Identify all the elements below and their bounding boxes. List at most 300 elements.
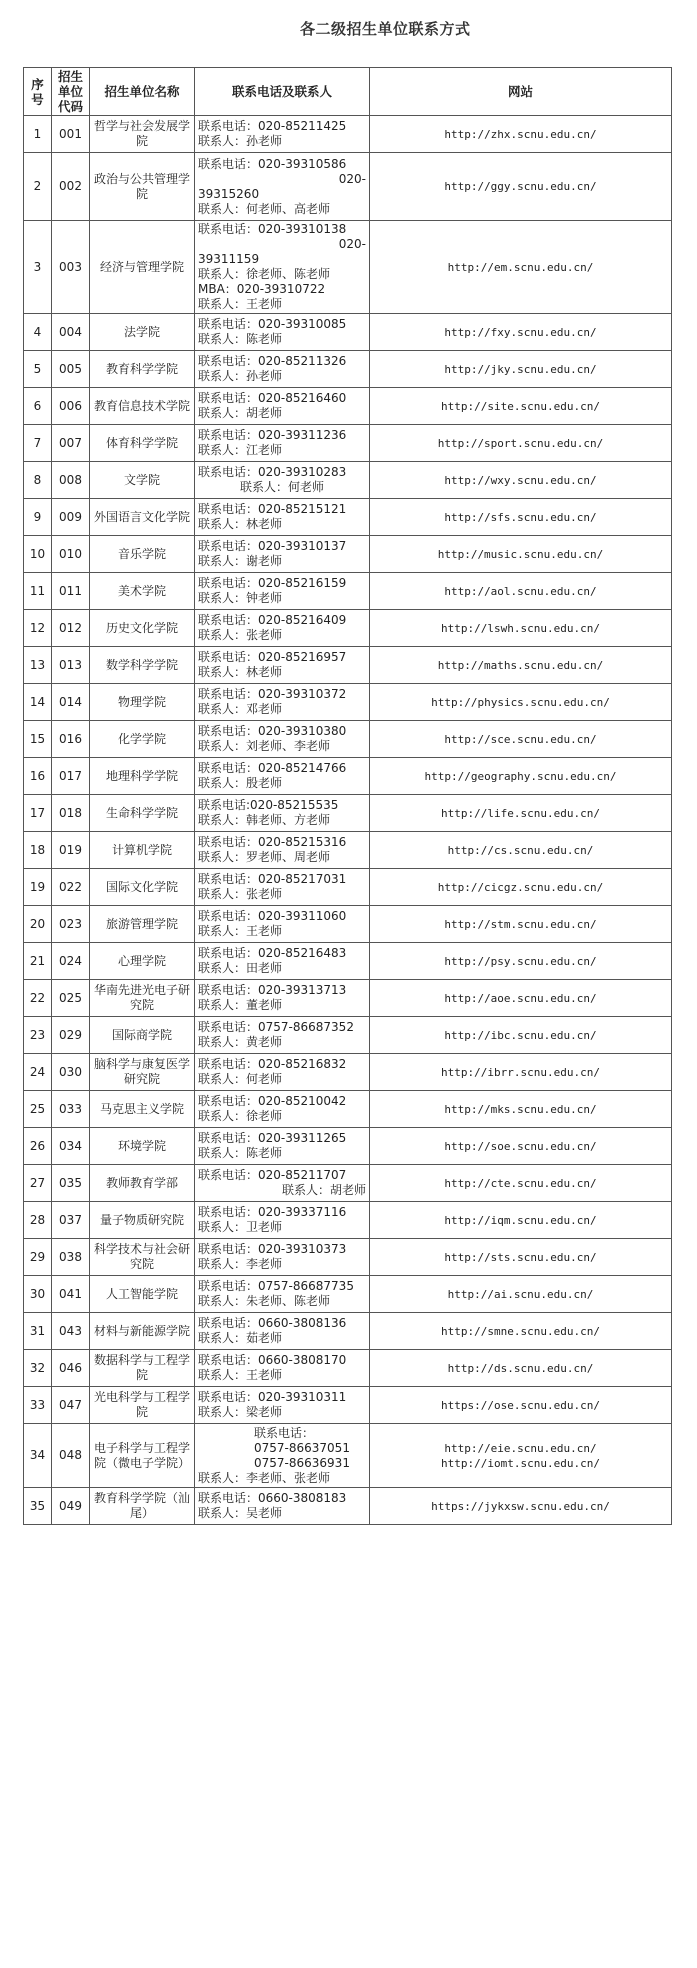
- contact-line: 联系人：田老师: [198, 961, 283, 975]
- cell-seq: 34: [24, 1424, 52, 1488]
- contact-line: 联系电话：020-85214766: [198, 761, 347, 775]
- cell-contact: [195, 795, 370, 832]
- cell-code: 010: [52, 536, 90, 573]
- header-code-line: 单位: [57, 84, 83, 99]
- website-link[interactable]: http://aol.scnu.edu.cn/: [444, 584, 597, 598]
- contact-line: 联系人：黄老师: [198, 1035, 283, 1049]
- cell-seq: 27: [24, 1165, 52, 1202]
- table-row: [24, 684, 672, 721]
- cell-contact: [195, 1017, 370, 1054]
- contact-line: 联系电话：020-39313713: [198, 983, 347, 997]
- website-link[interactable]: http://geography.scnu.edu.cn/: [424, 769, 617, 783]
- cell-code: 048: [52, 1424, 90, 1488]
- website-link[interactable]: http://stm.scnu.edu.cn/: [444, 917, 597, 931]
- cell-contact: [195, 314, 370, 351]
- table-row: [24, 1054, 672, 1091]
- cell-unit-name: 教育科学学院: [90, 351, 195, 388]
- cell-seq: 17: [24, 795, 52, 832]
- contact-line: 联系电话：020-39310380: [198, 724, 347, 738]
- cell-seq: 3: [24, 221, 52, 314]
- cell-contact: [195, 153, 370, 221]
- cell-code: 035: [52, 1165, 90, 1202]
- contact-line: 联系电话：020-85215316: [198, 835, 347, 849]
- contact-line: 联系人：胡老师: [281, 1183, 366, 1197]
- cell-contact: [195, 832, 370, 869]
- website-link[interactable]: http://cte.scnu.edu.cn/: [444, 1176, 597, 1190]
- contact-line: 联系人：韩老师、方老师: [198, 813, 331, 827]
- contact-line: 联系电话：020-85216159: [198, 576, 347, 590]
- cell-code: 046: [52, 1350, 90, 1387]
- contact-line: 联系人：梁老师: [198, 1405, 283, 1419]
- table-row: [24, 351, 672, 388]
- table-row: [24, 647, 672, 684]
- website-link[interactable]: http://aoe.scnu.edu.cn/: [444, 991, 597, 1005]
- cell-contact: [195, 573, 370, 610]
- header-code: [52, 68, 90, 116]
- cell-website: [370, 116, 672, 153]
- cell-contact: [195, 1350, 370, 1387]
- cell-code: 043: [52, 1313, 90, 1350]
- cell-code: 006: [52, 388, 90, 425]
- cell-unit-name: 生命科学学院: [90, 795, 195, 832]
- cell-unit-name: 音乐学院: [90, 536, 195, 573]
- contact-line: 联系电话：020-39310586: [198, 156, 347, 171]
- cell-website: [370, 610, 672, 647]
- contact-line: 联系电话：0757-86687352: [198, 1020, 354, 1034]
- table-row: [24, 425, 672, 462]
- cell-contact: [195, 1091, 370, 1128]
- website-link[interactable]: http://maths.scnu.edu.cn/: [437, 658, 604, 672]
- cell-contact: [195, 943, 370, 980]
- contact-line: 联系电话：020-39310373: [198, 1242, 347, 1256]
- table-row: [24, 221, 672, 314]
- website-link[interactable]: http://fxy.scnu.edu.cn/: [444, 325, 597, 339]
- cell-seq: 7: [24, 425, 52, 462]
- cell-website: [370, 832, 672, 869]
- website-link[interactable]: http://em.scnu.edu.cn/: [447, 260, 594, 274]
- cell-seq: 33: [24, 1387, 52, 1424]
- cell-unit-name: 教育科学学院（汕尾）: [90, 1488, 195, 1525]
- cell-code: 017: [52, 758, 90, 795]
- cell-seq: 19: [24, 869, 52, 906]
- contact-line: 联系人：陈老师: [198, 1146, 283, 1160]
- website-link[interactable]: http://sce.scnu.edu.cn/: [444, 732, 597, 746]
- table-row: [24, 116, 672, 153]
- cell-code: 018: [52, 795, 90, 832]
- cell-code: 041: [52, 1276, 90, 1313]
- cell-website: [370, 1202, 672, 1239]
- cell-unit-name: 人工智能学院: [90, 1276, 195, 1313]
- cell-contact: [195, 647, 370, 684]
- contact-line: 联系人：刘老师、李老师: [198, 739, 331, 753]
- website-link[interactable]: https://ose.scnu.edu.cn/: [441, 1398, 600, 1412]
- cell-contact: [195, 425, 370, 462]
- cell-website: [370, 153, 672, 221]
- cell-contact: [195, 1165, 370, 1202]
- cell-seq: 23: [24, 1017, 52, 1054]
- contact-line: 联系电话：: [254, 1425, 315, 1440]
- cell-unit-name: 体育科学学院: [90, 425, 195, 462]
- cell-website: [370, 221, 672, 314]
- cell-seq: 28: [24, 1202, 52, 1239]
- contact-line: 联系人：江老师: [198, 443, 283, 457]
- table-row: [24, 758, 672, 795]
- cell-code: 012: [52, 610, 90, 647]
- cell-website: [370, 1313, 672, 1350]
- cell-code: 007: [52, 425, 90, 462]
- cell-contact: [195, 1488, 370, 1525]
- table-row: [24, 906, 672, 943]
- contact-line: 39311159: [198, 252, 260, 266]
- cell-unit-name: 量子物质研究院: [90, 1202, 195, 1239]
- cell-code: 034: [52, 1128, 90, 1165]
- table-row: [24, 1313, 672, 1350]
- table-row: [24, 1202, 672, 1239]
- website-link[interactable]: https://jykxsw.scnu.edu.cn/: [431, 1499, 610, 1513]
- cell-contact: [195, 1054, 370, 1091]
- cell-website: [370, 721, 672, 758]
- contact-line: 联系电话：020-85215121: [198, 502, 347, 516]
- cell-website: [370, 314, 672, 351]
- cell-seq: 13: [24, 647, 52, 684]
- cell-unit-name: 马克思主义学院: [90, 1091, 195, 1128]
- cell-seq: 11: [24, 573, 52, 610]
- cell-contact: [195, 980, 370, 1017]
- contact-line: 联系人：李老师: [198, 1257, 283, 1271]
- cell-seq: 6: [24, 388, 52, 425]
- cell-website: [370, 647, 672, 684]
- contact-line: 联系电话：020-39311265: [198, 1131, 347, 1145]
- cell-seq: 35: [24, 1488, 52, 1525]
- cell-seq: 12: [24, 610, 52, 647]
- cell-website: [370, 1239, 672, 1276]
- cell-code: 033: [52, 1091, 90, 1128]
- cell-code: 037: [52, 1202, 90, 1239]
- website-link[interactable]: http://sfs.scnu.edu.cn/: [444, 510, 597, 524]
- contact-line: 联系人：董老师: [198, 998, 283, 1012]
- contact-line: 联系人：卫老师: [198, 1220, 283, 1234]
- website-link[interactable]: http://ibrr.scnu.edu.cn/: [441, 1065, 600, 1079]
- cell-code: 014: [52, 684, 90, 721]
- cell-code: 023: [52, 906, 90, 943]
- table-row: [24, 1091, 672, 1128]
- table-row: [24, 795, 672, 832]
- contact-line: 联系电话：020-85216460: [198, 391, 347, 405]
- cell-unit-name: 外国语言文化学院: [90, 499, 195, 536]
- cell-website: [370, 1488, 672, 1525]
- cell-unit-name: 材料与新能源学院: [90, 1313, 195, 1350]
- table-row: [24, 832, 672, 869]
- cell-seq: 21: [24, 943, 52, 980]
- cell-unit-name: 教育信息技术学院: [90, 388, 195, 425]
- contact-line: 联系电话：020-85216832: [198, 1057, 347, 1071]
- contact-line: 联系电话：020-39337116: [198, 1205, 347, 1219]
- contact-line: 020-: [338, 171, 366, 186]
- contact-line: 联系电话：020-39310138: [198, 222, 347, 236]
- header-website: 网站: [370, 68, 672, 116]
- cell-website: [370, 351, 672, 388]
- website-link[interactable]: http://ggy.scnu.edu.cn/: [444, 180, 597, 193]
- cell-seq: 31: [24, 1313, 52, 1350]
- cell-unit-name: 国际文化学院: [90, 869, 195, 906]
- cell-website: [370, 1276, 672, 1313]
- contact-line: 联系电话：020-39310137: [198, 539, 347, 553]
- cell-unit-name: 数学科学学院: [90, 647, 195, 684]
- contact-line: 联系人：罗老师、周老师: [198, 850, 331, 864]
- contact-line: 联系人：王老师: [198, 924, 283, 938]
- contact-line: 联系电话：020-85211425: [198, 119, 347, 133]
- cell-contact: [195, 869, 370, 906]
- website-link[interactable]: http://sport.scnu.edu.cn/: [437, 436, 604, 450]
- cell-seq: 15: [24, 721, 52, 758]
- cell-seq: 20: [24, 906, 52, 943]
- cell-code: 009: [52, 499, 90, 536]
- website-link[interactable]: http://iqm.scnu.edu.cn/: [444, 1213, 597, 1227]
- table-row: [24, 314, 672, 351]
- table-row: [24, 1387, 672, 1424]
- website-link[interactable]: http://psy.scnu.edu.cn/: [444, 954, 597, 968]
- header-seq-line: 号: [31, 91, 44, 107]
- cell-unit-name: 心理学院: [90, 943, 195, 980]
- header-seq-line: 序: [31, 76, 44, 92]
- cell-code: 003: [52, 221, 90, 314]
- contact-line: 020-: [338, 237, 366, 251]
- contact-line: 联系电话：0757-86687735: [198, 1279, 354, 1293]
- cell-code: 008: [52, 462, 90, 499]
- cell-contact: [195, 1313, 370, 1350]
- contact-line: 联系电话：020-39310085: [198, 317, 347, 331]
- cell-unit-name: 物理学院: [90, 684, 195, 721]
- cell-code: 025: [52, 980, 90, 1017]
- cell-unit-name: 脑科学与康复医学研究院: [90, 1054, 195, 1091]
- contact-line: 联系电话：020-39310311: [198, 1390, 347, 1404]
- cell-code: 016: [52, 721, 90, 758]
- table-row: [24, 388, 672, 425]
- website-link[interactable]: http://wxy.scnu.edu.cn/: [444, 473, 597, 487]
- cell-unit-name: 旅游管理学院: [90, 906, 195, 943]
- website-link[interactable]: http://ds.scnu.edu.cn/: [447, 1361, 594, 1375]
- cell-contact: [195, 388, 370, 425]
- contact-line: 联系人：徐老师、陈老师: [198, 267, 331, 281]
- cell-contact: [195, 758, 370, 795]
- cell-code: 005: [52, 351, 90, 388]
- cell-unit-name: 化学学院: [90, 721, 195, 758]
- header-contact: 联系电话及联系人: [195, 68, 370, 116]
- table-row: [24, 1165, 672, 1202]
- cell-website: [370, 388, 672, 425]
- contact-line: 联系电话：020-85216409: [198, 613, 347, 627]
- website-link[interactable]: http://life.scnu.edu.cn/: [441, 806, 600, 820]
- website-link[interactable]: http://eie.scnu.edu.cn/: [444, 1441, 597, 1455]
- website-link[interactable]: http://ai.scnu.edu.cn/: [447, 1287, 594, 1301]
- website-link[interactable]: http://smne.scnu.edu.cn/: [441, 1324, 600, 1338]
- table-row: [24, 1488, 672, 1525]
- cell-contact: [195, 1239, 370, 1276]
- contact-line: 联系电话：020-85216483: [198, 946, 347, 960]
- contact-line: 0757-86637051: [254, 1440, 350, 1455]
- cell-code: 004: [52, 314, 90, 351]
- table-row: [24, 610, 672, 647]
- contact-line: 联系人：王老师: [198, 297, 283, 311]
- cell-unit-name: 数据科学与工程学院: [90, 1350, 195, 1387]
- cell-website: [370, 573, 672, 610]
- contact-line: 联系电话：020-85210042: [198, 1094, 347, 1108]
- cell-unit-name: 计算机学院: [90, 832, 195, 869]
- website-link[interactable]: http://jky.scnu.edu.cn/: [444, 362, 597, 376]
- website-link[interactable]: http://cicgz.scnu.edu.cn/: [437, 880, 604, 894]
- website-link[interactable]: http://physics.scnu.edu.cn/: [431, 695, 610, 709]
- cell-website: [370, 943, 672, 980]
- header-code-line: 招生: [57, 69, 83, 84]
- website-link[interactable]: http://iomt.scnu.edu.cn/: [441, 1456, 600, 1470]
- contact-line: 联系人：何老师: [198, 1072, 283, 1086]
- contact-line: 联系人：孙老师: [198, 369, 283, 383]
- table-row: [24, 1276, 672, 1313]
- cell-unit-name: 美术学院: [90, 573, 195, 610]
- contact-line: 联系人：吴老师: [198, 1506, 283, 1520]
- contact-line: 联系人：陈老师: [198, 332, 283, 346]
- header-name: 招生单位名称: [90, 68, 195, 116]
- page-title: 各二级招生单位联系方式: [300, 20, 471, 38]
- contact-table: [23, 67, 672, 1525]
- cell-website: [370, 758, 672, 795]
- website-link[interactable]: http://sts.scnu.edu.cn/: [444, 1250, 597, 1264]
- cell-code: 047: [52, 1387, 90, 1424]
- table-row: [24, 536, 672, 573]
- cell-unit-name: 环境学院: [90, 1128, 195, 1165]
- table-row: [24, 943, 672, 980]
- cell-contact: [195, 499, 370, 536]
- contact-line: 联系电话：020-39310283: [198, 465, 347, 479]
- contact-line: 联系电话：020-39311236: [198, 428, 347, 442]
- cell-unit-name: 国际商学院: [90, 1017, 195, 1054]
- table-row: [24, 1239, 672, 1276]
- table-header-row: [24, 68, 672, 116]
- contact-line: 联系电话：020-85211326: [198, 354, 347, 368]
- cell-unit-name: 地理科学学院: [90, 758, 195, 795]
- cell-code: 019: [52, 832, 90, 869]
- cell-contact: [195, 116, 370, 153]
- cell-website: [370, 499, 672, 536]
- table-row: [24, 869, 672, 906]
- contact-line: 联系电话：020-85211707: [198, 1168, 347, 1182]
- cell-website: [370, 1424, 672, 1488]
- website-link[interactable]: http://soe.scnu.edu.cn/: [444, 1139, 597, 1153]
- cell-website: [370, 684, 672, 721]
- website-link[interactable]: http://mks.scnu.edu.cn/: [444, 1102, 597, 1116]
- website-link[interactable]: http://cs.scnu.edu.cn/: [447, 843, 594, 857]
- cell-seq: 32: [24, 1350, 52, 1387]
- cell-unit-name: 光电科学与工程学院: [90, 1387, 195, 1424]
- contact-line: 联系人：王老师: [198, 1368, 283, 1382]
- contact-line: 联系人：张老师: [198, 887, 283, 901]
- cell-unit-name: 法学院: [90, 314, 195, 351]
- cell-website: [370, 795, 672, 832]
- table-row: [24, 1424, 672, 1488]
- contact-line: 0757-86636931: [254, 1455, 350, 1470]
- cell-code: 038: [52, 1239, 90, 1276]
- contact-line: 联系人：朱老师、陈老师: [198, 1294, 331, 1308]
- contact-line: 联系人：茹老师: [198, 1331, 283, 1345]
- contact-line: 联系电话：0660-3808183: [198, 1491, 347, 1505]
- cell-seq: 22: [24, 980, 52, 1017]
- cell-contact: [195, 221, 370, 314]
- table-row: [24, 721, 672, 758]
- cell-website: [370, 906, 672, 943]
- table-row: [24, 1350, 672, 1387]
- contact-line: 联系电话：0660-3808170: [198, 1353, 347, 1367]
- cell-unit-name: 政治与公共管理学院: [90, 153, 195, 221]
- contact-line: 联系人：殷老师: [198, 776, 283, 790]
- cell-code: 030: [52, 1054, 90, 1091]
- cell-website: [370, 869, 672, 906]
- header-seq: [24, 68, 52, 116]
- contact-line: 联系人：林老师: [198, 665, 283, 679]
- cell-seq: 26: [24, 1128, 52, 1165]
- cell-seq: 10: [24, 536, 52, 573]
- cell-website: [370, 1091, 672, 1128]
- cell-contact: [195, 351, 370, 388]
- contact-line: 联系电话：020-39310372: [198, 687, 347, 701]
- contact-line: 联系人：何老师、高老师: [198, 201, 331, 216]
- cell-seq: 18: [24, 832, 52, 869]
- cell-seq: 25: [24, 1091, 52, 1128]
- cell-code: 002: [52, 153, 90, 221]
- cell-website: [370, 425, 672, 462]
- cell-seq: 14: [24, 684, 52, 721]
- cell-seq: 30: [24, 1276, 52, 1313]
- website-link[interactable]: http://site.scnu.edu.cn/: [441, 399, 600, 413]
- cell-code: 001: [52, 116, 90, 153]
- cell-contact: [195, 1276, 370, 1313]
- contact-line: 联系电话：020-39311060: [198, 909, 347, 923]
- table-row: [24, 980, 672, 1017]
- contact-line: 联系人：胡老师: [198, 406, 283, 420]
- cell-seq: 29: [24, 1239, 52, 1276]
- website-link[interactable]: http://music.scnu.edu.cn/: [437, 547, 604, 561]
- cell-unit-name: 电子科学与工程学院（微电子学院）: [90, 1424, 195, 1488]
- cell-code: 029: [52, 1017, 90, 1054]
- cell-code: 022: [52, 869, 90, 906]
- contact-line: 联系人：张老师: [198, 628, 283, 642]
- header-code-line: 代码: [57, 99, 83, 114]
- cell-unit-name: 科学技术与社会研究院: [90, 1239, 195, 1276]
- table-body: [24, 116, 672, 1525]
- website-link[interactable]: http://zhx.scnu.edu.cn/: [444, 127, 597, 141]
- contact-line: 联系人：何老师: [239, 480, 324, 494]
- website-link[interactable]: http://lswh.scnu.edu.cn/: [441, 621, 600, 635]
- cell-website: [370, 536, 672, 573]
- cell-contact: [195, 536, 370, 573]
- cell-contact: [195, 610, 370, 647]
- cell-seq: 1: [24, 116, 52, 153]
- cell-website: [370, 980, 672, 1017]
- cell-unit-name: 教师教育学部: [90, 1165, 195, 1202]
- contact-line: 联系电话：020-85217031: [198, 872, 347, 886]
- website-link[interactable]: http://ibc.scnu.edu.cn/: [444, 1028, 597, 1042]
- cell-contact: [195, 906, 370, 943]
- contact-line: 联系人：谢老师: [198, 554, 283, 568]
- cell-contact: [195, 462, 370, 499]
- cell-seq: 8: [24, 462, 52, 499]
- contact-line: 联系电话：020-85216957: [198, 650, 347, 664]
- contact-line: 联系人：李老师、张老师: [198, 1470, 331, 1485]
- cell-code: 013: [52, 647, 90, 684]
- cell-contact: [195, 721, 370, 758]
- cell-unit-name: 华南先进光电子研究院: [90, 980, 195, 1017]
- cell-code: 011: [52, 573, 90, 610]
- cell-contact: [195, 1202, 370, 1239]
